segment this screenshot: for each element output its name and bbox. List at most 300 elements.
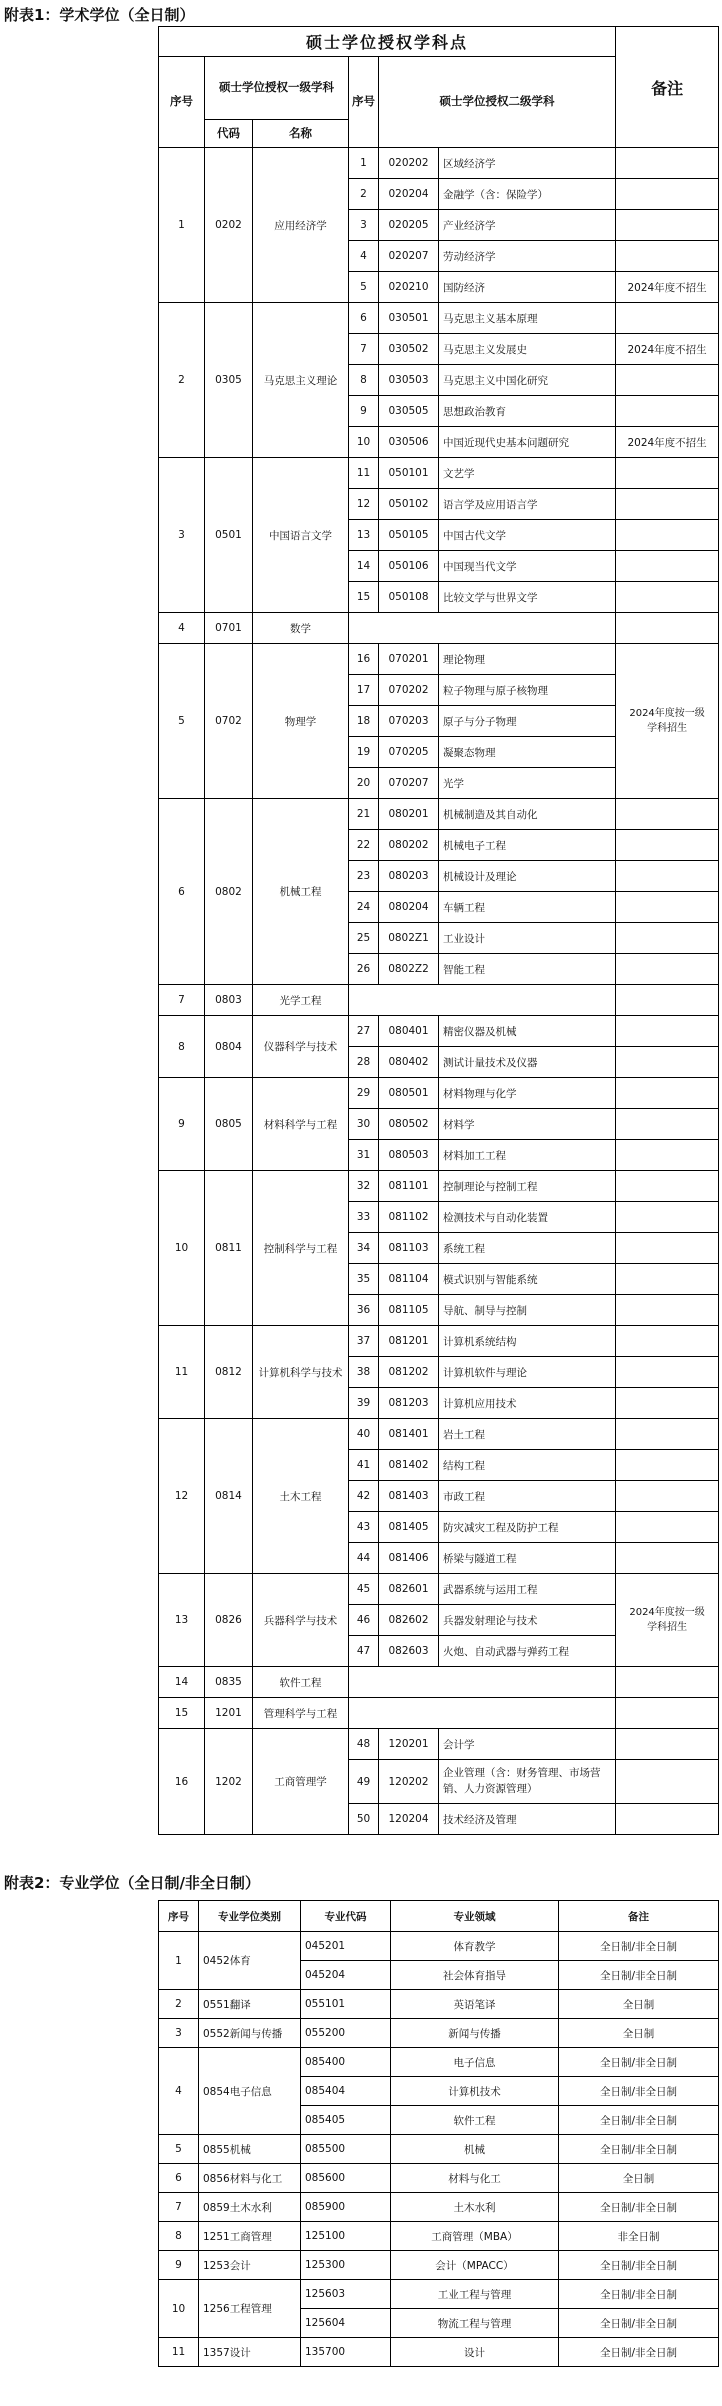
sub-note (616, 1109, 719, 1140)
table-row (159, 2019, 719, 2048)
table-row (159, 1078, 719, 1109)
sub-name: 国防经济 (439, 272, 616, 303)
sub-seq: 46 (349, 1605, 379, 1636)
sub-seq: 21 (349, 799, 379, 830)
field-code: 085404 (301, 2077, 391, 2106)
sub-name: 思想政治教育 (439, 396, 616, 427)
sub-code: 070207 (379, 768, 439, 799)
sub-note (616, 1804, 719, 1835)
group-seq: 10 (159, 1171, 205, 1326)
sub-code: 120201 (379, 1729, 439, 1760)
sub-name: 企业管理（含：财务管理、市场营销、人力资源管理） (439, 1760, 616, 1804)
sub-code: 080202 (379, 830, 439, 861)
group-seq: 7 (159, 985, 205, 1016)
sub-seq: 19 (349, 737, 379, 768)
header-seq2: 序号 (349, 57, 379, 148)
sub-name: 控制理论与控制工程 (439, 1171, 616, 1202)
group-seq: 12 (159, 1419, 205, 1574)
field-note: 全日制/非全日制 (559, 1961, 719, 1990)
sub-code: 080401 (379, 1016, 439, 1047)
table-row (159, 2251, 719, 2280)
sub-code: 082603 (379, 1636, 439, 1667)
empty-cell (349, 613, 616, 644)
sub-name: 中国近现代史基本问题研究 (439, 427, 616, 458)
sub-seq: 35 (349, 1264, 379, 1295)
sub-code: 081102 (379, 1202, 439, 1233)
sub-name: 中国现当代文学 (439, 551, 616, 582)
sub-note (616, 551, 719, 582)
sub-seq: 23 (349, 861, 379, 892)
field-note: 全日制/非全日制 (559, 2280, 719, 2309)
header-note: 备注 (616, 27, 719, 148)
group-seq: 8 (159, 1016, 205, 1078)
sub-note (616, 210, 719, 241)
sub-name: 精密仪器及机械 (439, 1016, 616, 1047)
sub-code: 081406 (379, 1543, 439, 1574)
sub-note (616, 303, 719, 334)
group-note-line: 学科招生 (647, 723, 688, 734)
sub-note: 2024年度不招生 (616, 272, 719, 303)
field-code: 085405 (301, 2106, 391, 2135)
sub-name: 计算机应用技术 (439, 1388, 616, 1419)
sub-seq: 2 (349, 179, 379, 210)
table-row (159, 2193, 719, 2222)
sub-note (616, 1295, 719, 1326)
field-note: 全日制/非全日制 (559, 2106, 719, 2135)
sub-name: 机械电子工程 (439, 830, 616, 861)
sub-seq: 20 (349, 768, 379, 799)
group-code: 0835 (205, 1667, 253, 1698)
category-name: 1253会计 (199, 2251, 301, 2280)
field-name: 工业工程与管理 (391, 2280, 559, 2309)
sub-seq: 44 (349, 1543, 379, 1574)
sub-note (616, 1419, 719, 1450)
field-name: 体育教学 (391, 1932, 559, 1961)
professional-degree-table (158, 1900, 719, 2367)
field-code: 085600 (301, 2164, 391, 2193)
sub-note (616, 179, 719, 210)
empty-cell (616, 1698, 719, 1729)
sub-name: 技术经济及管理 (439, 1804, 616, 1835)
sub-name: 区域经济学 (439, 148, 616, 179)
sub-seq: 40 (349, 1419, 379, 1450)
table-row (159, 1990, 719, 2019)
table-row (159, 1729, 719, 1760)
sub-seq: 4 (349, 241, 379, 272)
category-seq: 5 (159, 2135, 199, 2164)
sub-code: 081401 (379, 1419, 439, 1450)
header-seq: 序号 (159, 57, 205, 148)
field-note: 非全日制 (559, 2222, 719, 2251)
t2-header-note: 备注 (559, 1901, 719, 1932)
sub-code: 020207 (379, 241, 439, 272)
sub-seq: 24 (349, 892, 379, 923)
sub-name: 模式识别与智能系统 (439, 1264, 616, 1295)
sub-seq: 25 (349, 923, 379, 954)
field-code: 125604 (301, 2309, 391, 2338)
field-code: 135700 (301, 2338, 391, 2367)
sub-note (616, 1450, 719, 1481)
sub-note (616, 1202, 719, 1233)
sub-note (616, 954, 719, 985)
field-code: 125300 (301, 2251, 391, 2280)
empty-cell (349, 1698, 616, 1729)
sub-code: 081402 (379, 1450, 439, 1481)
field-note: 全日制/非全日制 (559, 2338, 719, 2367)
category-seq: 11 (159, 2338, 199, 2367)
group-name: 材料科学与工程 (253, 1078, 349, 1171)
empty-cell (616, 985, 719, 1016)
field-code: 085400 (301, 2048, 391, 2077)
group-code: 0202 (205, 148, 253, 303)
sub-seq: 38 (349, 1357, 379, 1388)
group-name: 仪器科学与技术 (253, 1016, 349, 1078)
category-seq: 6 (159, 2164, 199, 2193)
field-name: 软件工程 (391, 2106, 559, 2135)
sub-code: 080402 (379, 1047, 439, 1078)
field-name: 机械 (391, 2135, 559, 2164)
sub-code: 050108 (379, 582, 439, 613)
sub-code: 080502 (379, 1109, 439, 1140)
table-row (159, 2222, 719, 2251)
t2-header-category: 专业学位类别 (199, 1901, 301, 1932)
sub-name: 兵器发射理论与技术 (439, 1605, 616, 1636)
group-code: 1201 (205, 1698, 253, 1729)
table-row (159, 644, 719, 675)
field-name: 英语笔译 (391, 1990, 559, 2019)
sub-note (616, 1357, 719, 1388)
sub-name: 比较文学与世界文学 (439, 582, 616, 613)
category-name: 1251工商管理 (199, 2222, 301, 2251)
sub-seq: 9 (349, 396, 379, 427)
sub-note (616, 923, 719, 954)
sub-name: 凝聚态物理 (439, 737, 616, 768)
sub-note (616, 1512, 719, 1543)
field-note: 全日制 (559, 2019, 719, 2048)
sub-name: 产业经济学 (439, 210, 616, 241)
group-seq: 3 (159, 458, 205, 613)
sub-seq: 12 (349, 489, 379, 520)
sub-code: 070203 (379, 706, 439, 737)
field-code: 055200 (301, 2019, 391, 2048)
t2-header-field: 专业领域 (391, 1901, 559, 1932)
group-name: 土木工程 (253, 1419, 349, 1574)
category-name: 0856材料与化工 (199, 2164, 301, 2193)
sub-code: 080503 (379, 1140, 439, 1171)
group-note (616, 1574, 719, 1667)
sub-seq: 8 (349, 365, 379, 396)
table-row (159, 1932, 719, 1961)
sub-seq: 41 (349, 1450, 379, 1481)
sub-seq: 22 (349, 830, 379, 861)
sub-code: 081103 (379, 1233, 439, 1264)
category-seq: 10 (159, 2280, 199, 2338)
sub-code: 030502 (379, 334, 439, 365)
group-name: 光学工程 (253, 985, 349, 1016)
group-seq: 16 (159, 1729, 205, 1835)
sub-seq: 32 (349, 1171, 379, 1202)
field-code: 125603 (301, 2280, 391, 2309)
field-name: 新闻与传播 (391, 2019, 559, 2048)
group-name: 物理学 (253, 644, 349, 799)
field-name: 材料与化工 (391, 2164, 559, 2193)
sub-name: 马克思主义中国化研究 (439, 365, 616, 396)
sub-note (616, 861, 719, 892)
sub-seq: 7 (349, 334, 379, 365)
sub-note (616, 799, 719, 830)
sub-seq: 34 (349, 1233, 379, 1264)
sub-code: 030503 (379, 365, 439, 396)
group-code: 0803 (205, 985, 253, 1016)
sub-code: 050101 (379, 458, 439, 489)
group-note (616, 644, 719, 799)
sub-name: 机械制造及其自动化 (439, 799, 616, 830)
field-note: 全日制 (559, 2164, 719, 2193)
sub-code: 120202 (379, 1760, 439, 1804)
sub-code: 070205 (379, 737, 439, 768)
field-name: 会计（MPACC） (391, 2251, 559, 2280)
sub-seq: 16 (349, 644, 379, 675)
category-seq: 7 (159, 2193, 199, 2222)
sub-seq: 37 (349, 1326, 379, 1357)
table-row (159, 303, 719, 334)
t2-header-code: 专业代码 (301, 1901, 391, 1932)
group-name: 机械工程 (253, 799, 349, 985)
table-row (159, 613, 719, 644)
sub-code: 050105 (379, 520, 439, 551)
sub-seq: 39 (349, 1388, 379, 1419)
group-name: 数学 (253, 613, 349, 644)
group-code: 0814 (205, 1419, 253, 1574)
category-seq: 8 (159, 2222, 199, 2251)
group-seq: 9 (159, 1078, 205, 1171)
sub-name: 机械设计及理论 (439, 861, 616, 892)
table-title: 硕士学位授权学科点 (159, 27, 616, 57)
table-row (159, 1698, 719, 1729)
sub-code: 020210 (379, 272, 439, 303)
sub-code: 081101 (379, 1171, 439, 1202)
category-seq: 9 (159, 2251, 199, 2280)
field-name: 设计 (391, 2338, 559, 2367)
field-note: 全日制/非全日制 (559, 2193, 719, 2222)
table-row (159, 1419, 719, 1450)
header-level2: 硕士学位授权二级学科 (379, 57, 616, 148)
category-name: 0551翻译 (199, 1990, 301, 2019)
group-code: 0802 (205, 799, 253, 985)
sub-code: 050106 (379, 551, 439, 582)
field-name: 土木水利 (391, 2193, 559, 2222)
sub-code: 020205 (379, 210, 439, 241)
field-note: 全日制/非全日制 (559, 2135, 719, 2164)
field-name: 计算机技术 (391, 2077, 559, 2106)
sub-code: 070202 (379, 675, 439, 706)
category-name: 0859土木水利 (199, 2193, 301, 2222)
group-seq: 2 (159, 303, 205, 458)
field-name: 社会体育指导 (391, 1961, 559, 1990)
sub-note (616, 1047, 719, 1078)
sub-name: 原子与分子物理 (439, 706, 616, 737)
table-row (159, 2338, 719, 2367)
sub-name: 结构工程 (439, 1450, 616, 1481)
empty-cell (616, 1667, 719, 1698)
category-name: 0854电子信息 (199, 2048, 301, 2135)
sub-seq: 27 (349, 1016, 379, 1047)
sub-name: 理论物理 (439, 644, 616, 675)
field-code: 125100 (301, 2222, 391, 2251)
field-code: 085500 (301, 2135, 391, 2164)
sub-code: 081405 (379, 1512, 439, 1543)
group-note-line: 学科招生 (647, 1622, 688, 1633)
sub-name: 粒子物理与原子核物理 (439, 675, 616, 706)
sub-code: 020202 (379, 148, 439, 179)
sub-seq: 11 (349, 458, 379, 489)
field-name: 电子信息 (391, 2048, 559, 2077)
group-name: 工商管理学 (253, 1729, 349, 1835)
field-name: 工商管理（MBA） (391, 2222, 559, 2251)
t2-header-seq: 序号 (159, 1901, 199, 1932)
sub-note (616, 1388, 719, 1419)
sub-code: 030505 (379, 396, 439, 427)
sub-code: 080201 (379, 799, 439, 830)
field-code: 045204 (301, 1961, 391, 1990)
sub-name: 计算机系统结构 (439, 1326, 616, 1357)
sub-seq: 17 (349, 675, 379, 706)
empty-cell (349, 985, 616, 1016)
sub-code: 080204 (379, 892, 439, 923)
sub-code: 082602 (379, 1605, 439, 1636)
sub-seq: 13 (349, 520, 379, 551)
table1-caption: 附表1：学术学位（全日制） (4, 6, 195, 24)
sub-code: 050102 (379, 489, 439, 520)
sub-note: 2024年度不招生 (616, 334, 719, 365)
field-note: 全日制/非全日制 (559, 2077, 719, 2106)
sub-name: 材料学 (439, 1109, 616, 1140)
group-name: 软件工程 (253, 1667, 349, 1698)
sub-name: 中国古代文学 (439, 520, 616, 551)
category-name: 0452体育 (199, 1932, 301, 1990)
sub-code: 0802Z2 (379, 954, 439, 985)
group-seq: 4 (159, 613, 205, 644)
sub-name: 劳动经济学 (439, 241, 616, 272)
sub-seq: 29 (349, 1078, 379, 1109)
table-row (159, 2164, 719, 2193)
sub-name: 市政工程 (439, 1481, 616, 1512)
sub-note (616, 1078, 719, 1109)
group-code: 0826 (205, 1574, 253, 1667)
sub-seq: 3 (349, 210, 379, 241)
sub-name: 工业设计 (439, 923, 616, 954)
field-note: 全日制/非全日制 (559, 2048, 719, 2077)
table-row (159, 2048, 719, 2077)
table-row (159, 1326, 719, 1357)
field-note: 全日制 (559, 1990, 719, 2019)
sub-seq: 36 (349, 1295, 379, 1326)
sub-seq: 50 (349, 1804, 379, 1835)
group-code: 0811 (205, 1171, 253, 1326)
sub-code: 030506 (379, 427, 439, 458)
sub-seq: 5 (349, 272, 379, 303)
sub-seq: 45 (349, 1574, 379, 1605)
sub-code: 082601 (379, 1574, 439, 1605)
sub-note (616, 830, 719, 861)
sub-note (616, 1543, 719, 1574)
table-row (159, 1574, 719, 1605)
sub-seq: 26 (349, 954, 379, 985)
sub-code: 0802Z1 (379, 923, 439, 954)
group-code: 0812 (205, 1326, 253, 1419)
sub-code: 070201 (379, 644, 439, 675)
sub-seq: 31 (349, 1140, 379, 1171)
group-code: 0804 (205, 1016, 253, 1078)
group-seq: 14 (159, 1667, 205, 1698)
empty-cell (349, 1667, 616, 1698)
field-name: 物流工程与管理 (391, 2309, 559, 2338)
table-row (159, 2280, 719, 2309)
category-name: 1256工程管理 (199, 2280, 301, 2338)
sub-note (616, 365, 719, 396)
field-note: 全日制/非全日制 (559, 2251, 719, 2280)
sub-note (616, 1140, 719, 1171)
sub-code: 081202 (379, 1357, 439, 1388)
sub-code: 120204 (379, 1804, 439, 1835)
group-name: 应用经济学 (253, 148, 349, 303)
sub-code: 080501 (379, 1078, 439, 1109)
group-note-line: 2024年度按一级 (629, 707, 705, 719)
sub-note (616, 1326, 719, 1357)
sub-name: 智能工程 (439, 954, 616, 985)
sub-name: 马克思主义发展史 (439, 334, 616, 365)
sub-seq: 43 (349, 1512, 379, 1543)
sub-seq: 30 (349, 1109, 379, 1140)
table-row (159, 1016, 719, 1047)
group-name: 兵器科学与技术 (253, 1574, 349, 1667)
sub-seq: 42 (349, 1481, 379, 1512)
empty-cell (616, 613, 719, 644)
group-name: 控制科学与工程 (253, 1171, 349, 1326)
category-name: 1357设计 (199, 2338, 301, 2367)
sub-seq: 49 (349, 1760, 379, 1804)
sub-note (616, 1729, 719, 1760)
sub-name: 检测技术与自动化装置 (439, 1202, 616, 1233)
table-row (159, 985, 719, 1016)
sub-name: 光学 (439, 768, 616, 799)
category-seq: 1 (159, 1932, 199, 1990)
category-seq: 4 (159, 2048, 199, 2135)
sub-code: 080203 (379, 861, 439, 892)
header-level1: 硕士学位授权一级学科 (205, 57, 349, 120)
sub-code: 020204 (379, 179, 439, 210)
table2-caption: 附表2：专业学位（全日制/非全日制） (4, 1874, 260, 1892)
sub-name: 防灾减灾工程及防护工程 (439, 1512, 616, 1543)
sub-seq: 14 (349, 551, 379, 582)
group-name: 管理科学与工程 (253, 1698, 349, 1729)
sub-note (616, 582, 719, 613)
group-code: 0805 (205, 1078, 253, 1171)
group-name: 计算机科学与技术 (253, 1326, 349, 1419)
category-name: 0855机械 (199, 2135, 301, 2164)
sub-name: 金融学（含：保险学） (439, 179, 616, 210)
sub-name: 测试计量技术及仪器 (439, 1047, 616, 1078)
group-note-line: 2024年度按一级 (629, 1606, 705, 1618)
table-row (159, 148, 719, 179)
sub-note (616, 892, 719, 923)
sub-note (616, 1481, 719, 1512)
group-seq: 11 (159, 1326, 205, 1419)
sub-seq: 18 (349, 706, 379, 737)
sub-seq: 47 (349, 1636, 379, 1667)
group-code: 0305 (205, 303, 253, 458)
sub-name: 武器系统与运用工程 (439, 1574, 616, 1605)
